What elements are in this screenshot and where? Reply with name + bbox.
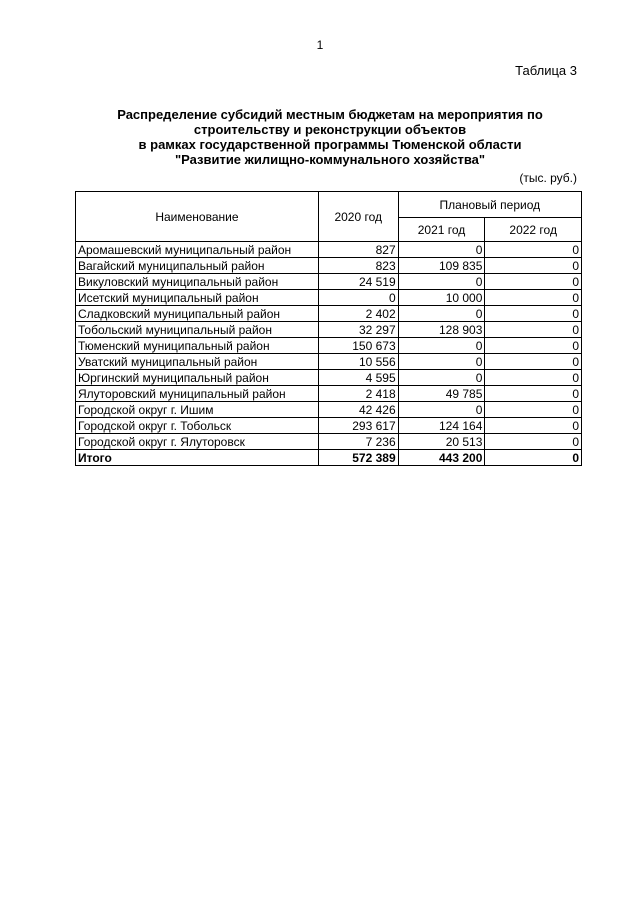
title-line: "Развитие жилищно-коммунального хозяйства": [174, 152, 486, 167]
table-caption: Таблица 3: [515, 63, 577, 78]
value-2021-cell: 49 785: [398, 386, 485, 402]
value-2021-cell: 0: [398, 354, 485, 370]
table-body: [76, 242, 582, 466]
title-line: Распределение субсидий местным бюджетам на мероприятия по: [117, 107, 543, 122]
value-2021-cell: 10 000: [398, 290, 485, 306]
value-2021-cell: 20 513: [398, 434, 485, 450]
municipality-name-cell: Вагайский муниципальный район: [76, 258, 319, 274]
table-row: [76, 274, 582, 290]
value-2022-cell: 0: [485, 290, 582, 306]
municipality-name-cell: Исетский муниципальный район: [76, 290, 319, 306]
value-2022-cell: 0: [485, 418, 582, 434]
value-2020-cell: 2 418: [318, 386, 398, 402]
municipality-name-cell: Уватский муниципальный район: [76, 354, 319, 370]
header-2022: 2022 год: [485, 218, 582, 242]
header-2020: 2020 год: [318, 192, 398, 242]
value-2022-cell: 0: [485, 258, 582, 274]
document-title: [80, 107, 580, 167]
title-line: в рамках государственной программы Тюменской области: [138, 137, 522, 152]
value-2020-cell: 572 389: [318, 450, 398, 466]
value-2022-cell: 0: [485, 306, 582, 322]
table-row: [76, 418, 582, 434]
value-2020-cell: 150 673: [318, 338, 398, 354]
value-2021-cell: 109 835: [398, 258, 485, 274]
header-planned-period: Плановый период: [398, 192, 581, 218]
value-2021-cell: 0: [398, 370, 485, 386]
header-name: Наименование: [76, 192, 319, 242]
table-row: [76, 370, 582, 386]
municipality-name-cell: Сладковский муниципальный район: [76, 306, 319, 322]
value-2020-cell: 827: [318, 242, 398, 258]
municipality-name-cell: Городской округ г. Ялуторовск: [76, 434, 319, 450]
municipality-name-cell: Итого: [76, 450, 319, 466]
value-2020-cell: 7 236: [318, 434, 398, 450]
table-row: [76, 338, 582, 354]
value-2020-cell: 10 556: [318, 354, 398, 370]
value-2020-cell: 24 519: [318, 274, 398, 290]
value-2020-cell: 823: [318, 258, 398, 274]
table-row: [76, 258, 582, 274]
title-line: строительству и реконструкции объектов: [193, 122, 467, 137]
value-2020-cell: 293 617: [318, 418, 398, 434]
value-2022-cell: 0: [485, 322, 582, 338]
value-2021-cell: 124 164: [398, 418, 485, 434]
municipality-name-cell: Юргинский муниципальный район: [76, 370, 319, 386]
header-2021: 2021 год: [398, 218, 485, 242]
value-2021-cell: 0: [398, 242, 485, 258]
value-2021-cell: 0: [398, 338, 485, 354]
value-2021-cell: 128 903: [398, 322, 485, 338]
value-2021-cell: 0: [398, 306, 485, 322]
value-2022-cell: 0: [485, 354, 582, 370]
table-row: [76, 386, 582, 402]
municipality-name-cell: Тюменский муниципальный район: [76, 338, 319, 354]
value-2022-cell: 0: [485, 450, 582, 466]
value-2022-cell: 0: [485, 434, 582, 450]
value-2022-cell: 0: [485, 386, 582, 402]
value-2021-cell: 443 200: [398, 450, 485, 466]
value-2022-cell: 0: [485, 274, 582, 290]
value-2020-cell: 42 426: [318, 402, 398, 418]
municipality-name-cell: Городской округ г. Ишим: [76, 402, 319, 418]
table-row: [76, 434, 582, 450]
table-row: [76, 402, 582, 418]
value-2020-cell: 32 297: [318, 322, 398, 338]
table-row: [76, 354, 582, 370]
value-2021-cell: 0: [398, 402, 485, 418]
municipality-name-cell: Ялуторовский муниципальный район: [76, 386, 319, 402]
value-2022-cell: 0: [485, 370, 582, 386]
table-row: [76, 306, 582, 322]
table-row: [76, 290, 582, 306]
value-2020-cell: 4 595: [318, 370, 398, 386]
municipality-name-cell: Тобольский муниципальный район: [76, 322, 319, 338]
municipality-name-cell: Аромашевский муниципальный район: [76, 242, 319, 258]
value-2020-cell: 0: [318, 290, 398, 306]
table-row: [76, 242, 582, 258]
municipality-name-cell: Городской округ г. Тобольск: [76, 418, 319, 434]
table-row: [76, 322, 582, 338]
value-2020-cell: 2 402: [318, 306, 398, 322]
units-label: (тыс. руб.): [519, 171, 577, 185]
value-2021-cell: 0: [398, 274, 485, 290]
subsidies-table: [75, 191, 582, 466]
municipality-name-cell: Викуловский муниципальный район: [76, 274, 319, 290]
value-2022-cell: 0: [485, 242, 582, 258]
value-2022-cell: 0: [485, 402, 582, 418]
page-number: 1: [316, 38, 324, 52]
total-row: [76, 450, 582, 466]
value-2022-cell: 0: [485, 338, 582, 354]
